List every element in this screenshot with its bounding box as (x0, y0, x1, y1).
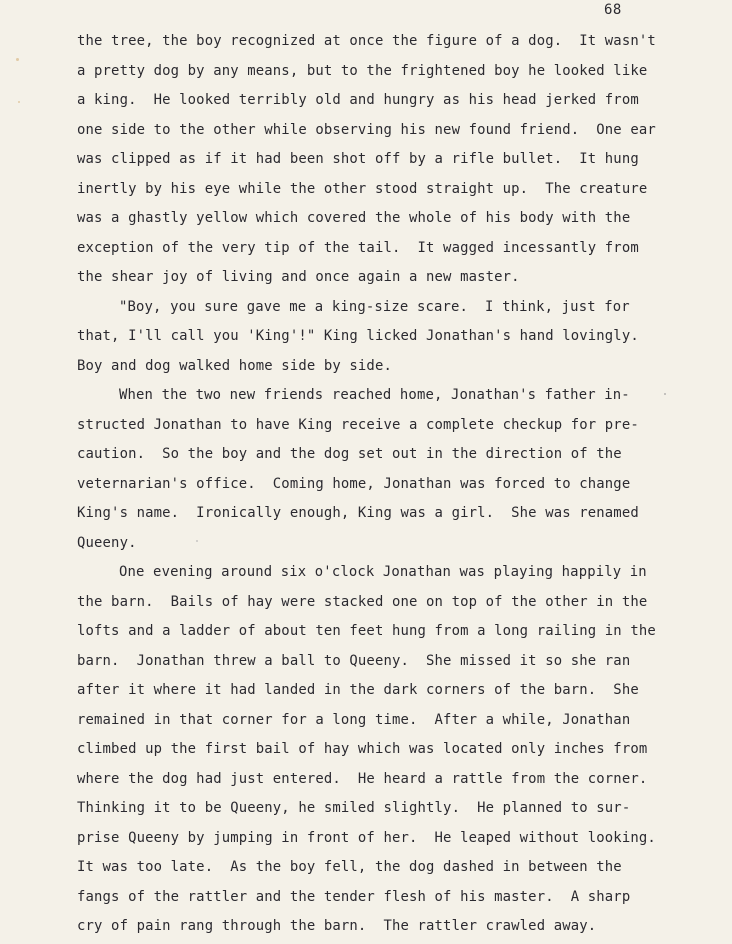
text-line: after it where it had landed in the dark corners of the barn. She (77, 682, 639, 698)
text-line: was clipped as if it had been shot off by a rifle bullet. It hung (77, 151, 639, 167)
text-line: Queeny. (77, 534, 137, 551)
text-line: exception of the very tip of the tail. It wagged incessantly from (77, 239, 639, 256)
text-line: a pretty dog by any means, but to the frightened boy he looked like (77, 62, 648, 79)
text-line: King's name. Ironically enough, King was a girl. She was renamed (77, 505, 639, 521)
paper-speck (18, 101, 20, 103)
paper-speck (16, 58, 19, 61)
text-line: fangs of the rattler and the tender flesh of his master. A sharp (77, 888, 631, 905)
text-line: was a ghastly yellow which covered the whole of his body with the (77, 210, 631, 226)
text-line-indented: When the two new friends reached home, Jonathan's father in- (119, 387, 630, 403)
page-number: 68 (604, 2, 622, 18)
text-line: Thinking it to be Queeny, he smiled slightly. He planned to sur- (77, 800, 631, 816)
text-line: prise Queeny by jumping in front of her. He leaped without looking. (77, 829, 656, 846)
text-line: barn. Jonathan threw a ball to Queeny. She missed it so she ran (77, 652, 631, 669)
text-line: inertly by his eye while the other stood straight up. The creature (77, 180, 648, 197)
text-line: Boy and dog walked home side by side. (77, 357, 392, 374)
text-line: one side to the other while observing his new found friend. One ear (77, 121, 656, 138)
text-line: It was too late. As the boy fell, the dog dashed in between the (77, 859, 622, 875)
text-line: veternarian's office. Coming home, Jonathan was forced to change (77, 475, 631, 492)
text-line: caution. So the boy and the dog set out in the direction of the (77, 446, 622, 462)
text-line-indented: One evening around six o'clock Jonathan was playing happily in (119, 564, 647, 580)
text-line: lofts and a ladder of about ten feet hung from a long railing in the (77, 623, 656, 639)
text-line: remained in that corner for a long time. After a while, Jonathan (77, 711, 631, 728)
text-line: the shear joy of living and once again a new master. (77, 269, 520, 285)
text-line: structed Jonathan to have King receive a complete checkup for pre- (77, 416, 639, 433)
text-line: that, I'll call you 'King'!" King licked Jonathan's hand lovingly. (77, 328, 639, 344)
text-line: a king. He looked terribly old and hungry as his head jerked from (77, 92, 639, 108)
text-line-indented: "Boy, you sure gave me a king-size scare. I think, just for (119, 298, 630, 315)
text-line: the barn. Bails of hay were stacked one on top of the other in the (77, 593, 648, 610)
text-line: where the dog had just entered. He heard a rattle from the corner. (77, 770, 648, 787)
text-line: climbed up the first bail of hay which was located only inches from (77, 741, 648, 757)
body-text (77, 27, 697, 942)
text-line: the tree, the boy recognized at once the figure of a dog. It wasn't (77, 33, 656, 49)
text-line: cry of pain rang through the barn. The rattler crawled away. (77, 918, 597, 934)
